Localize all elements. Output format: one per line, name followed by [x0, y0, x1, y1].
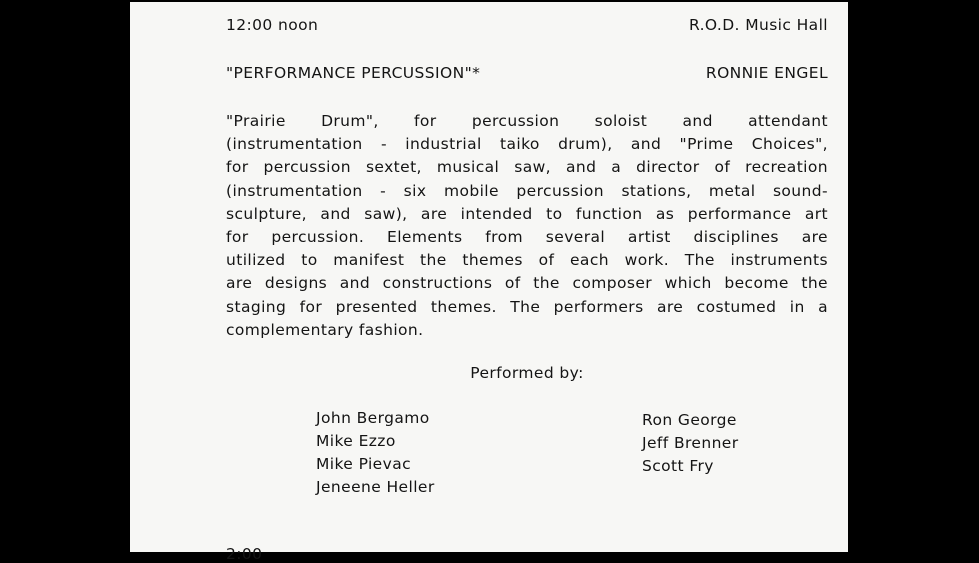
- performer-name: Ron George: [642, 411, 737, 429]
- event-venue: R.O.D. Music Hall: [688, 16, 828, 34]
- performer-name: Scott Fry: [642, 457, 714, 475]
- description-line: utilized to manifest the themes of each work. The instruments: [226, 251, 828, 270]
- program-page: [130, 2, 848, 563]
- description-line: (instrumentation - industrial taiko drum), and "Prime Choices",: [226, 135, 828, 154]
- performer-name: Mike Pievac: [316, 455, 412, 473]
- description-line: sculpture, and saw), are intended to function as performance art: [226, 204, 828, 223]
- description-line: for percussion sextet, musical saw, and a director of recreation: [226, 158, 828, 177]
- description-line: for percussion. Elements from several artist disciplines are: [226, 227, 828, 246]
- next-event-time-fragment: 2:00: [226, 545, 263, 563]
- performer-name: Mike Ezzo: [316, 432, 396, 450]
- event-time: 12:00 noon: [226, 16, 319, 34]
- program-title: "PERFORMANCE PERCUSSION"*: [226, 64, 481, 82]
- performer-name: John Bergamo: [316, 409, 430, 427]
- description-line: are designs and constructions of the composer which become the: [226, 274, 828, 293]
- program-description: [226, 110, 828, 342]
- description-line: complementary fashion.: [226, 320, 424, 339]
- performer-name: Jeneene Heller: [316, 478, 435, 496]
- description-line: staging for presented themes. The performers are costumed in a: [226, 297, 828, 316]
- description-line: "Prairie Drum", for percussion soloist and attendant: [226, 112, 828, 130]
- performers-heading: Performed by:: [470, 364, 584, 382]
- performers-left-column: [316, 407, 435, 499]
- performer-name: Jeff Brenner: [642, 434, 739, 452]
- description-line: (instrumentation - six mobile percussion stations, metal sound-: [226, 181, 828, 200]
- performers-right-column: [642, 409, 739, 478]
- composer-name: RONNIE ENGEL: [705, 64, 828, 82]
